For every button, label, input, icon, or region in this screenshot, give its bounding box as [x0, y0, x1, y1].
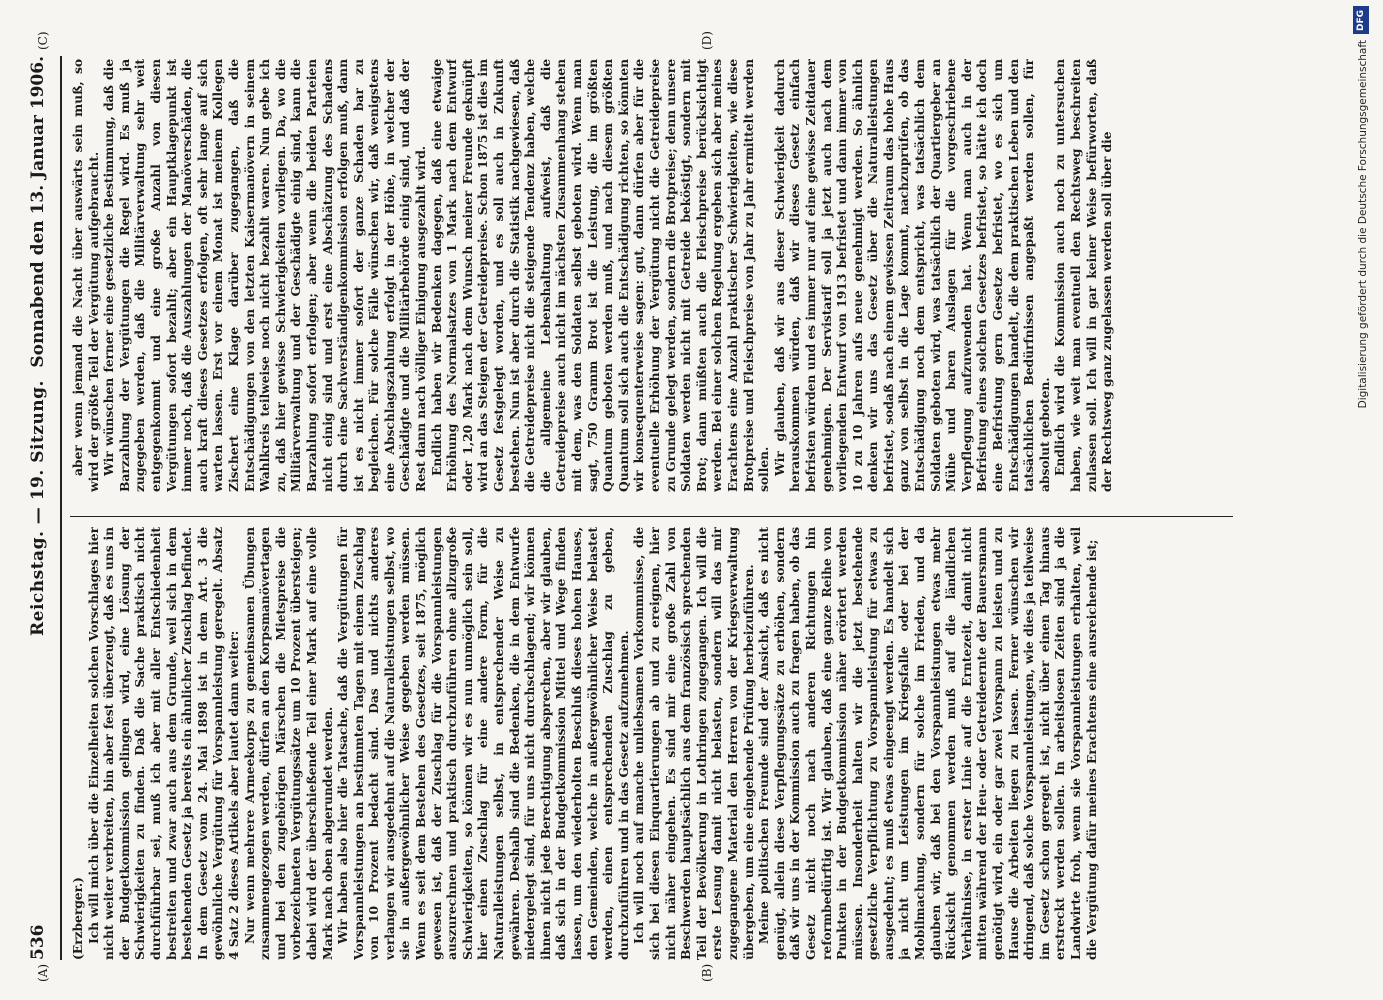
margin-marker-d: (D) — [700, 31, 714, 50]
digitization-strip — [1343, 0, 1383, 1000]
paragraph: Nur wenn mehrere Armeekorps zu gemeinsamen Übungen zusammengezogen werden, dürfen an den Korpsmanövertagen und bei den zugehörigen Märschen die Mietspreise die vorbezeichneten Vergütungssätze um 10 Prozent übersteigen; dabei wird der überschießende Teil einer Mark auf eine volle Mark nach oben abgerundet werden. — [241, 527, 335, 960]
paragraph: Ich will noch auf manche unliebsamen Vorkommnisse, die sich bei diesen Einquartierungen ab und zu ereignen, hier nicht näher eingehen. Es sind mir eine große Zahl von Beschwerden hauptsächlich aus dem französisch sprechenden Teil der Bevölkerung in Lothringen zugegangen. Ich will die erste Lesung damit nicht belasten, sondern will das mir zugegangene Material den Herren von der Kriegsverwaltung übergeben, um eine eingehende Prüfung herbeizuführen. — [631, 527, 756, 960]
margin-marker-c: (C) — [36, 31, 50, 50]
paragraph: Wir glauben, daß wir aus dieser Schwierigkeit dadurch herauskommen würden, daß wir dieses Gesetz einfach befristen würden und es immer nur auf eine gewisse Zeitdauer genehmigen. Der Servistarif soll ja jetzt auch nach dem vorliegenden Entwurf von 1913 befristet und dann immer von 10 zu 10 Jahren aufs neue genehmigt werden. So ähnlich denken wir uns das Gesetz über die Naturalleistungen befristet, sodaß nach einem gewissen Zeitraum das hohe Haus ganz von selbst in die Lage kommt, nachzuprüfen, ob das Entschädigung noch dem entspricht, was tatsächlich dem Soldaten geboten wird, was tatsächlich der Quartiergeber an Mühe und baren Auslagen für die vorgeschriebene Verpflegung aufzuwenden hat. Wenn man auch in der Befristung eines solchen Gesetzes befristet, so hätte ich doch eine Befristung gern Gesetze befristet, wo es sich um Entschädigungen handelt, die dem praktischen Leben und den tatsächlichen Bedürfnissen angepaßt werden sollen, für absolut geboten. — [771, 59, 1052, 492]
paragraph: aber wenn jemand die Nacht über auswärts sein muß, so wird der größte Teil der Vergütung aufgebraucht. — [70, 59, 101, 492]
margin-marker-a: (A) — [36, 963, 50, 982]
paragraph: Endlich haben wir Bedenken dagegen, daß eine etwaige Erhöhung des Normalsatzes von 1 Mark nach dem Entwurf oder 1,20 Mark nach dem Wunsch meiner Freunde geknüpft wird an das Steigen der Getreidepreise. Schon 1875 ist dies im Gesetz festgelegt worden, und es soll auch in Zukunft bestehen. Nun ist aber durch die Statistik nachgewiesen, daß die Getreidepreise nicht die steigende Tendenz haben, welche die allgemeine Lebenshaltung aufweist, daß die Getreidepreise auch nicht im nächsten Zusammenhang stehen mit dem, was den Soldaten selbst geboten wird. Wenn man sagt, 750 Gramm Brot ist die Leistung, die im größten Quantum geboten werden muß, und nach diesem größten Quantum soll sich auch die Entschädigung richten, so könnten wir konsequenterweise sagen: gut, dann dürfen aber für die eventuelle Erhöhung der Vergütung nicht die Getreidepreise zu Grunde gelegt werden, sondern die Brotpreise; denn unsere Soldaten werden nicht mit Getreide beköstigt, sondern mit Brot; dann müßten auch die Fleischpreise berücksichtigt werden. Bei einer solchen Regelung ergeben sich aber meines Erachtens eine Anzahl praktischer Schwierigkeiten, wie diese Brotpreise und Fleischpreise von Jahr zu Jahr ermittelt werden sollen. — [428, 59, 772, 492]
paragraph: Ich will mich über die Einzelheiten solchen Vorschlages hier nicht weiter verbreiten, bin aber fest überzeugt, daß es uns in der Budgetkommission gelingen wird, eine Lösung der Schwierigkeiten zu finden. Daß die Sache praktisch nicht durchführbar sei, muß ich aber mit aller Entschiedenheit bestreiten und zwar auch aus dem Grunde, weil sich in dem bestehenden Gesetz ja bereits ein ähnlicher Zuschlag befindet. In dem Gesetz vom 24. Mai 1898 ist in dem Art. 3 die gewöhnliche Vergütung für Vorspannleistung geregelt. Absatz 4 Satz 2 dieses Artikels aber lautet dann weiter: — [85, 527, 241, 960]
paragraph: Wir haben also hier die Tatsache, daß die Vergütungen für Vorspannleistungen an bestimmten Tagen mit einem Zuschlag von 10 Prozent bedacht sind. Das und nichts anderes verlangen wir ausgedehnt auf die Naturalleistungen selbst, wo sie in außergewöhnlicher Weise gegeben werden müssen. Wenn es seit dem Bestehen des Gesetzes, seit 1875, möglich gewesen ist, daß der Zuschlag für die Vorspannleistungen auszurechnen und praktisch durchzuführen ohne allzugroße Schwierigkeiten, so können wir es nun unmöglich sein soll, hier einen Zuschlag für eine andere Form, für die Naturalleistungen selbst, in entsprechender Weise zu gewähren. Deshalb sind die Bedenken, die in dem Entwurfe niedergelegt sind, für uns nicht durchschlagend; wir können ihnen nicht jede Berechtigung absprechen, aber wir glauben, daß sich in der Budgetkommission Mittel und Wege finden lassen, um den wiederholten Beschluß dieses hohen Hauses, den Gemeinden, welche in außergewöhnlicher Weise belastet werden, einen entsprechenden Zuschlag zu geben, durchzuführen und in das Gesetz aufzunehmen. — [335, 527, 631, 960]
digitization-note: Digitalisierung gefördert durch die Deutsche Forschungsgemeinschaft — [1357, 40, 1369, 409]
page-header — [18, 56, 58, 960]
margin-marker-b: (B) — [700, 963, 714, 982]
dfg-logo-badge: DFG — [1353, 6, 1369, 34]
paragraph: Endlich wird die Kommission auch noch zu untersuchen haben, wie weit man eventuell den Rechtsweg beschreiten zulassen soll. Ich will in gar keiner Weise befürworten, daß der Rechtsweg ganz zugelassen werden soll über die — [1052, 59, 1115, 492]
page-date: Sonnabend den 13. Januar 1906. — [28, 56, 48, 368]
page-title: Reichstag. — 19. Sitzung. — [28, 380, 48, 636]
left-column — [70, 527, 1233, 960]
paragraph: Meine politischen Freunde sind der Ansicht, daß es nicht genügt, allein diese Verpflegungssätze zu erhöhen, sondern daß wir uns in der Kommission auch zu fragen haben, ob das Gesetz nicht noch nach anderen Richtungen hin reformbedürftig ist. Wir glauben, daß eine ganze Reihe von Punkten in der Budgetkommission näher erörtert werden müssen. Insonderheit halten wir die jetzt bestehende gesetzliche Verpflichtung zu Vorspannleistung für etwas zu ausgedehnt; es muß etwas eingeengt werden. Es handelt sich ja nicht um Leistungen im Kriegsfalle oder bei der Mobilmachung, sondern für solche im Frieden, und da glauben wir, daß bei den Vorspannleistungen etwas mehr Rücksicht genommen werden muß auf die ländlichen Verhältnisse, in erster Linie auf die Erntezeit, damit nicht mitten während der Heu- oder Getreideernte der Bauersmann genötigt wird, ein oder gar zwei Vorspann zu leisten und zu Hause die Arbeiten liegen zu lassen. Ferner wünschen wir dringend, daß solche Vorspannleistungen, wie dies ja teilweise im Gesetz schon geregelt ist, nicht über einen Tag hinaus erstreckt werden sollen. In arbeitslosen Zeiten sind ja die Landwirte froh, wenn sie Vorspannleistungen erhalten, weil die Vergütung dafür meines Erachtens eine ausreichende ist; — [756, 527, 1099, 960]
paragraph: Wir wünschen ferner eine gesetzliche Bestimmung, daß die Barzahlung der Vergütungen die Regel wird. Es muß ja zugegeben werden, daß die Militärverwaltung sehr weit entgegenkommt und eine große Anzahl von diesen Vergütungen sofort bezahlt; aber ein Hauptklagepunkt ist immer noch, daß die Auszahlungen der Manöverschäden, die auch kraft dieses Gesetzes erfolgen, oft sehr lange auf sich warten lassen. Erst vor einem Monat ist meinem Kollegen Zischert eine Klage darüber zugegangen, daß die Entschädigungen von den letzten Kaisermanövern in seinem Wahlkreis teilweise noch nicht bezahlt waren. Nun gebe ich zu, daß hier gewisse Schwierigkeiten vorliegen. Da, wo die Militärverwaltung und der Geschädigte einig sind, kann die Barzahlung sofort erfolgen; aber wenn die beiden Parteien nicht einig sind und erst eine Abschätzung des Schadens durch eine Sachverständigenkommission erfolgen muß, dann ist es nicht immer sofort der ganze Schaden bar zu begleichen. Für solche Fälle wünschen wir, daß wenigstens eine Abschlagszahlung erfolgt in der Höhe, in welcher der Geschädigte und die Militärbehörde einig sind, und daß der Rest dann nach völliger Einigung ausgezahlt wird. — [101, 59, 429, 492]
header-rule — [60, 56, 62, 960]
page-number: 536 — [28, 924, 48, 960]
speaker-name: (Erzberger.) — [70, 877, 85, 960]
column-divider — [70, 516, 1233, 517]
right-column — [70, 59, 1233, 492]
